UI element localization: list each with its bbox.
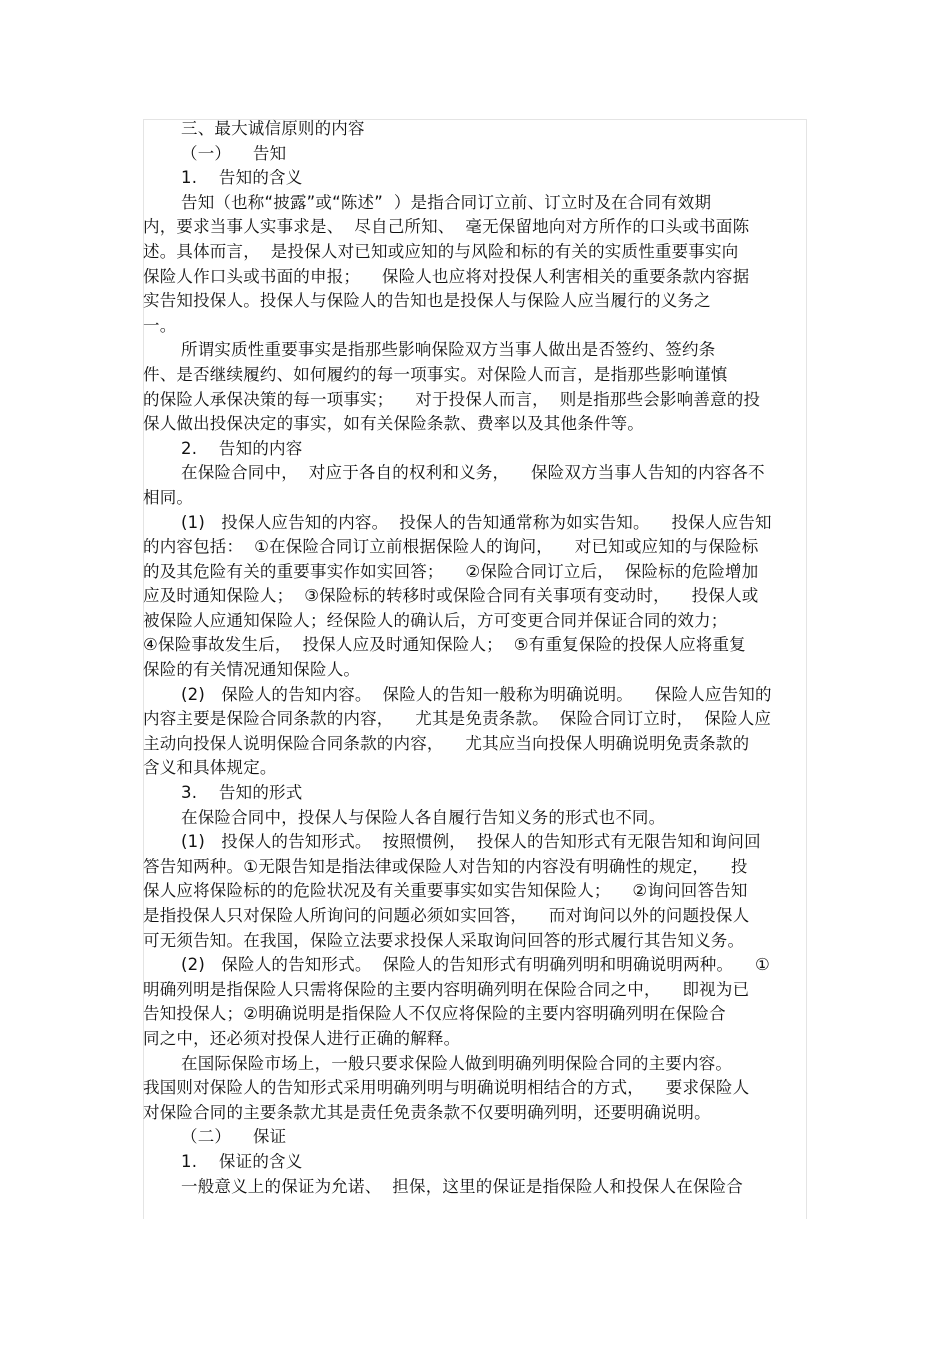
text-line: 一。 [143, 315, 177, 335]
text-line: 实告知投保人。投保人与保险人的告知也是投保人与保险人应当履行的义务之 [143, 291, 711, 311]
text-line: 在保险合同中，投保人与保险人各自履行告知义务的形式也不同。 [181, 807, 666, 827]
text-line: 2. 告知的内容 [181, 438, 303, 458]
text-line: ④保险事故发生后， 投保人应及时通知保险人； ⑤有重复保险的投保人应将重复 [143, 635, 746, 655]
text-line: 告知（也称“披露”或“陈述” ）是指合同订立前、订立时及在合同有效期 [181, 192, 712, 212]
text-line: 含义和具体规定。 [143, 758, 277, 778]
text-line: 主动向投保人说明保险合同条款的内容， 尤其应当向投保人明确说明免责条款的 [143, 733, 750, 753]
text-line: 3. 告知的形式 [181, 783, 303, 803]
text-line: 被保险人应通知保险人；经保险人的确认后，方可变更合同并保证合同的效力； [143, 610, 728, 630]
text-line: 内容主要是保险合同条款的内容， 尤其是免责条款。 保险合同订立时， 保险人应 [143, 709, 772, 729]
text-line: 保人做出投保决定的事实，如有关保险条款、费率以及其他条件等。 [143, 414, 644, 434]
text-line: （二） 保证 [181, 1127, 287, 1147]
text-line: 答告知两种。①无限告知是指法律或保险人对告知的内容没有明确性的规定， 投 [143, 856, 748, 876]
text-line: 对保险合同的主要条款尤其是责任免责条款不仅要明确列明，还要明确说明。 [143, 1102, 711, 1122]
text-line: 三、最大诚信原则的内容 [181, 119, 365, 138]
text-line: (2) 保险人的告知内容。 保险人的告知一般称为明确说明。 保险人应告知的 [181, 684, 772, 704]
text-line: 的内容包括： ①在保险合同订立前根据保险人的询问， 对已知或应知的与保险标 [143, 537, 759, 557]
text-line: 保人应将保险标的的危险状况及有关重要事实如实告知保险人； ②询问回答告知 [143, 881, 748, 901]
text-line: 1. 保证的含义 [181, 1151, 303, 1171]
text-line: (1) 投保人应告知的内容。 投保人的告知通常称为如实告知。 投保人应告知 [181, 512, 772, 532]
text-line: 的保险人承保决策的每一项事实； 对于投保人而言， 则是指那些会影响善意的投 [143, 389, 761, 409]
text-line: 在国际保险市场上，一般只要求保险人做到明确列明保险合同的主要内容。 [181, 1053, 733, 1073]
text-line: 件、是否继续履约、如何履约的每一项事实。对保险人而言，是指那些影响谨慎 [143, 364, 728, 384]
text-line: (2) 保险人的告知形式。 保险人的告知形式有明确列明和明确说明两种。 ① [181, 955, 770, 975]
text-line: 是指投保人只对保险人所询问的问题必须如实回答， 而对询问以外的问题投保人 [143, 906, 750, 925]
text-line: 的及其危险有关的重要事实作如实回答； ②保险合同订立后， 保险标的危险增加 [143, 561, 759, 581]
text-line: 可无须告知。在我国，保险立法要求投保人采取询问回答的形式履行其告知义务。 [143, 930, 745, 950]
text-line: 保险的有关情况通知保险人。 [143, 660, 361, 680]
text-line: 我国则对保险人的告知形式采用明确列明与明确说明相结合的方式， 要求保险人 [143, 1078, 750, 1098]
text-line: 述。具体而言， 是投保人对已知或应知的与风险和标的有关的实质性重要事实向 [143, 241, 739, 261]
text-line: （一） 告知 [181, 143, 287, 163]
text-line: 所谓实质性重要事实是指那些影响保险双方当事人做出是否签约、签约条 [181, 340, 716, 360]
document-body [143, 117, 807, 1199]
text-line: 同之中，还必须对投保人进行正确的解释。 [143, 1028, 461, 1048]
text-line: 明确列明是指保险人只需将保险的主要内容明确列明在保险合同之中， 即视为已 [143, 979, 750, 999]
text-line: 相同。 [143, 487, 194, 507]
text-line: 告知投保人；②明确说明是指保险人不仅应将保险的主要内容明确列明在保险合 [143, 1004, 726, 1024]
text-line: 内，要求当事人实事求是、 尽自己所知、 毫无保留地向对方所作的口头或书面陈 [143, 217, 750, 237]
text-line: 应及时通知保险人； ③保险标的转移时或保险合同有关事项有变动时， 投保人或 [143, 586, 759, 606]
text-line: 在保险合同中， 对应于各自的权利和义务， 保险双方当事人告知的内容各不 [181, 463, 765, 483]
text-line: 1. 告知的含义 [181, 168, 303, 188]
text-line: 一般意义上的保证为允诺、 担保，这里的保证是指保险人和投保人在保险合 [181, 1176, 743, 1196]
text-line: 保险人作口头或书面的申报； 保险人也应将对投保人利害相关的重要条款内容据 [143, 266, 750, 286]
text-line: (1) 投保人的告知形式。 按照惯例， 投保人的告知形式有无限告知和询问回 [181, 832, 761, 852]
